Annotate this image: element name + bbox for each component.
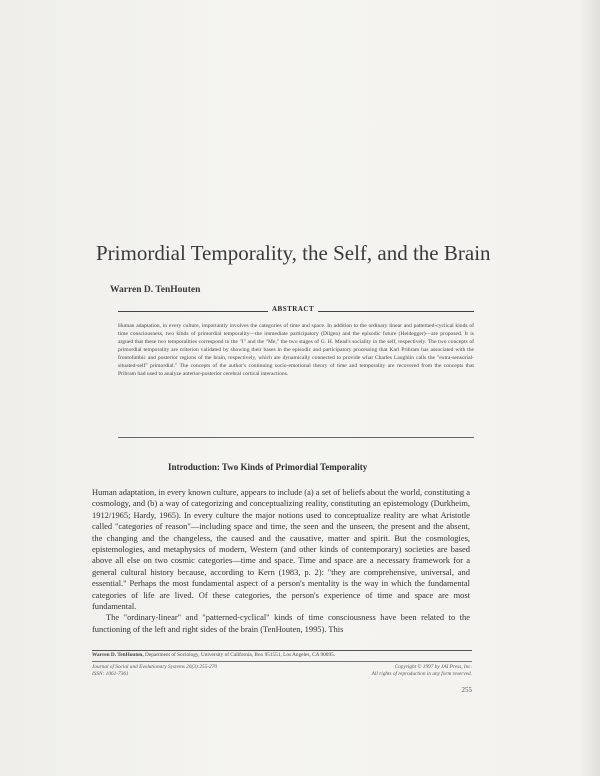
footer-rights-line: All rights of reproduction in any form reserved. (371, 671, 472, 677)
abstract-header (118, 305, 474, 317)
page-edge-shadow (578, 0, 600, 776)
footer-copyright-line: Copyright © 1997 by JAI Press, Inc. (394, 664, 472, 670)
footer-author-name: Warren D. TenHouten, (92, 652, 144, 658)
body-paragraph: The "ordinary-linear" and "patterned-cyclical" kinds of time consciousness have been related to the functioning of the left and right sides of the brain (TenHouten, 1995). This (92, 612, 470, 634)
abstract-end-rule (118, 437, 474, 438)
abstract-text: Human adaptation, in every culture, importantly involves the categories of time and space. In addition to the ordinary linear and patterned-cyclical kinds of time consciousness, two kinds of primordial temporality—the immediate participatory (Dilgen) and the episodic future (Heidegger)—are proposed. It is argued that these two temporalities correspond to the "I" and the "Me," the two stages of G. H. Mead's sociality in the self, respectively. The two concepts of primordial temporality are criterion validated by showing their bases in the episodic and participatory processing that Karl Pribram has associated with the frontolimbic and posterior regions of the brain, respectively, which are dynamically connected to provide what Charles Laughlin calls the "extra-sensorial-situated-self" primordial." The concepts of the author's continuing socio-emotional theory of time and temporality are recovered from the concepts that Pribram had used to analyze anterior-posterior cerebral cortical interactions. (118, 323, 474, 378)
page-number: 255 (461, 686, 472, 694)
footer-issn-line: ISSN: 1061-7361 (92, 671, 129, 677)
body-text (92, 487, 470, 747)
section-heading: Introduction: Two Kinds of Primordial Temporality (168, 462, 368, 472)
footer-journal-info (92, 664, 302, 678)
footer-journal-line: Journal of Social and Evolutionary Systems 20(3):255-270 (92, 664, 218, 670)
article-title: Primordial Temporality, the Self, and the Brain (96, 241, 491, 265)
footer-author-note (92, 652, 472, 658)
footer-rule-2 (92, 661, 472, 662)
article-author: Warren D. TenHouten (110, 285, 201, 295)
footer-rule (92, 650, 472, 651)
footer-copyright (330, 664, 472, 678)
footer-affiliation: Department of Sociology, University of California, Box 951551, Los Angeles, CA 90095. (145, 652, 336, 658)
body-paragraph: Human adaptation, in every known culture, appears to include (a) a set of beliefs about the world, constituting a cosmology, and (b) a way of categorizing and conceptualizing reality, constituting an epistemology (Durkheim, 1912/1965; Hardy, 1965). In every culture the major notions used to conceptualize reality are what Aristotle called "categories of reason"—including space and time, the seen and the unseen, the present and the absent, the changing and the changeless, the caused and the causative, matter and spirit. But the cosmologies, epistemologies, and metaphysics of modern, Western (and other kinds of contemporary) societies are based above all else on two cosmic categories—time and space. Time and space are a necessary framework for a general cultural history because, according to Kern (1983, p. 2): "they are comprehensive, universal, and essential." Perhaps the most fundamental aspect of a person's mentality is the way in which the fundamental categories of life are lived. Of these categories, the person's experience of time and space are most fundamental. (92, 487, 470, 612)
abstract-heading: ABSTRACT (268, 305, 318, 313)
